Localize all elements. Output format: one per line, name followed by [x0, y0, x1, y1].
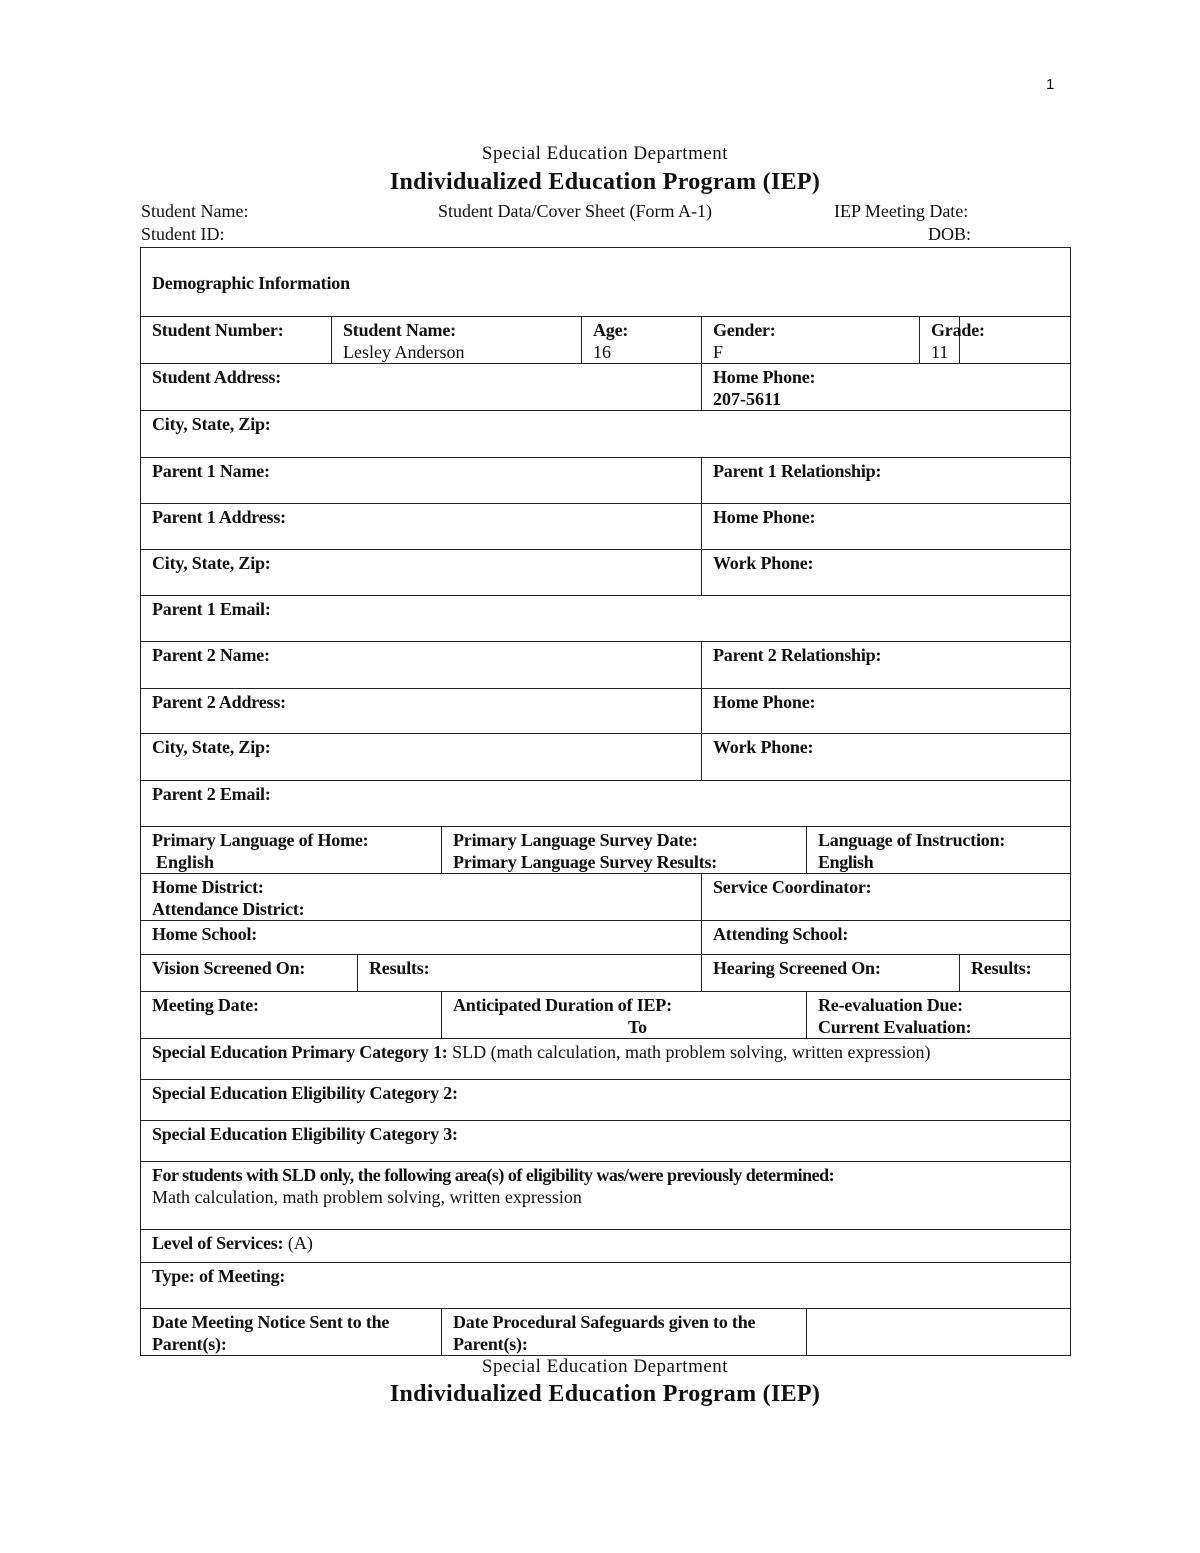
parent2-name-label: Parent 2 Name: [152, 645, 270, 665]
parent1-name-row [141, 458, 1071, 504]
parent1-email-label: Parent 1 Email: [152, 599, 271, 619]
student-number-label: Student Number: [152, 320, 284, 340]
parent1-relationship-label: Parent 1 Relationship: [713, 461, 882, 481]
district-row [141, 874, 1071, 921]
student-address-label: Student Address: [152, 367, 282, 387]
sld-label: For students with SLD only, the following area(s) of eligibility was/were previously determined: [152, 1165, 835, 1185]
grade-label: Grade: [931, 320, 985, 340]
parent2-city-label: City, State, Zip: [152, 737, 271, 757]
instruction-language-label: Language of Instruction: [818, 830, 1006, 850]
level-row [141, 1230, 1071, 1263]
primary-category-label: Special Education Primary Category 1: [152, 1042, 448, 1062]
parent1-name-label: Parent 1 Name: [152, 461, 270, 481]
department-heading: Special Education Department [481, 143, 729, 164]
meeting-type-label: Type: of Meeting: [152, 1266, 286, 1286]
page-title: Individualized Education Program (IEP) [389, 169, 821, 195]
notice-sent-label-line2: Parent(s): [152, 1334, 227, 1354]
parent2-city-row [141, 734, 1071, 781]
school-row [141, 921, 1071, 955]
parent1-address-row [141, 504, 1071, 550]
meeting-row [141, 992, 1071, 1039]
sld-value: Math calculation, math problem solving, written expression [152, 1187, 582, 1207]
service-coordinator-label: Service Coordinator: [713, 877, 872, 897]
student-name-label: Student Name: [141, 201, 249, 221]
parent1-home-phone-label: Home Phone: [713, 507, 816, 527]
notice-extra-cell [807, 1309, 1071, 1356]
parent2-email-row [141, 781, 1071, 827]
student-id-label: Student ID: [141, 224, 225, 244]
home-school-label: Home School: [152, 924, 258, 944]
vision-results-label: Results: [369, 958, 430, 978]
meeting-date-label: IEP Meeting Date: [834, 201, 969, 221]
survey-results-label: Primary Language Survey Results: [453, 852, 718, 872]
city-state-zip-label: City, State, Zip: [152, 414, 271, 434]
instruction-language-value: English [818, 852, 874, 872]
hearing-screened-label: Hearing Screened On: [713, 958, 881, 978]
parent1-email-row [141, 596, 1071, 642]
student-info-row [141, 317, 1071, 364]
page-number: 1 [1046, 76, 1055, 93]
grade-value: 11 [931, 342, 949, 362]
gender-label: Gender: [713, 320, 776, 340]
screening-row [141, 955, 1071, 992]
parent2-address-label: Parent 2 Address: [152, 692, 286, 712]
home-district-label: Home District: [152, 877, 264, 897]
category3-row [141, 1121, 1071, 1162]
reevaluation-due-label: Re-evaluation Due: [818, 995, 963, 1015]
form-label: Student Data/Cover Sheet (Form A-1) [438, 201, 712, 221]
attendance-district-label: Attendance District: [152, 899, 305, 919]
notice-sent-label-line1: Date Meeting Notice Sent to the [152, 1312, 390, 1332]
level-of-services-label: Level of Services: [152, 1233, 284, 1253]
city-row [141, 411, 1071, 458]
student-name-field-label: Student Name: [343, 320, 456, 340]
parent1-address-label: Parent 1 Address: [152, 507, 286, 527]
address-row [141, 364, 1071, 411]
home-phone-label: Home Phone: [713, 367, 816, 387]
hearing-results-label: Results: [971, 958, 1032, 978]
section-header-row [141, 248, 1071, 317]
parent2-address-row [141, 689, 1071, 734]
safeguards-label-line2: Parent(s): [453, 1334, 528, 1354]
age-value: 16 [593, 342, 611, 362]
duration-to-label: To [628, 1017, 647, 1037]
primary-language-label: Primary Language of Home: [152, 830, 369, 850]
primary-category-row [141, 1039, 1071, 1080]
duration-label: Anticipated Duration of IEP: [453, 995, 672, 1015]
student-name-value: Lesley Anderson [343, 342, 465, 362]
parent2-email-label: Parent 2 Email: [152, 784, 271, 804]
parent2-work-phone-label: Work Phone: [713, 737, 814, 757]
parent2-name-row [141, 642, 1071, 689]
language-row [141, 827, 1071, 874]
primary-language-value: English [156, 852, 215, 872]
sld-row [141, 1162, 1071, 1230]
footer-title: Individualized Education Program (IEP) [389, 1381, 821, 1407]
parent1-city-row [141, 550, 1071, 596]
attending-school-label: Attending School: [713, 924, 849, 944]
parent2-relationship-label: Parent 2 Relationship: [713, 645, 882, 665]
meeting-date-field-label: Meeting Date: [152, 995, 259, 1015]
category3-label: Special Education Eligibility Category 3: [152, 1124, 458, 1144]
level-of-services-value: (A) [283, 1233, 313, 1253]
demographic-form [140, 247, 1071, 1356]
vision-screened-label: Vision Screened On: [152, 958, 306, 978]
parent2-home-phone-label: Home Phone: [713, 692, 816, 712]
section-title: Demographic Information [152, 273, 350, 293]
category2-label: Special Education Eligibility Category 2: [152, 1083, 458, 1103]
notice-row [141, 1309, 1071, 1356]
age-label: Age: [593, 320, 629, 340]
meeting-type-row [141, 1263, 1071, 1309]
footer-department: Special Education Department [481, 1356, 729, 1377]
category2-row [141, 1080, 1071, 1121]
survey-date-label: Primary Language Survey Date: [453, 830, 698, 850]
parent1-city-label: City, State, Zip: [152, 553, 271, 573]
home-phone-value: 207-5611 [713, 389, 782, 409]
parent1-work-phone-label: Work Phone: [713, 553, 814, 573]
safeguards-label-line1: Date Procedural Safeguards given to the [453, 1312, 756, 1332]
current-evaluation-label: Current Evaluation: [818, 1017, 972, 1037]
primary-category-value: SLD (math calculation, math problem solving, written expression) [447, 1042, 931, 1062]
dob-label: DOB: [928, 224, 972, 244]
gender-value: F [713, 342, 724, 362]
